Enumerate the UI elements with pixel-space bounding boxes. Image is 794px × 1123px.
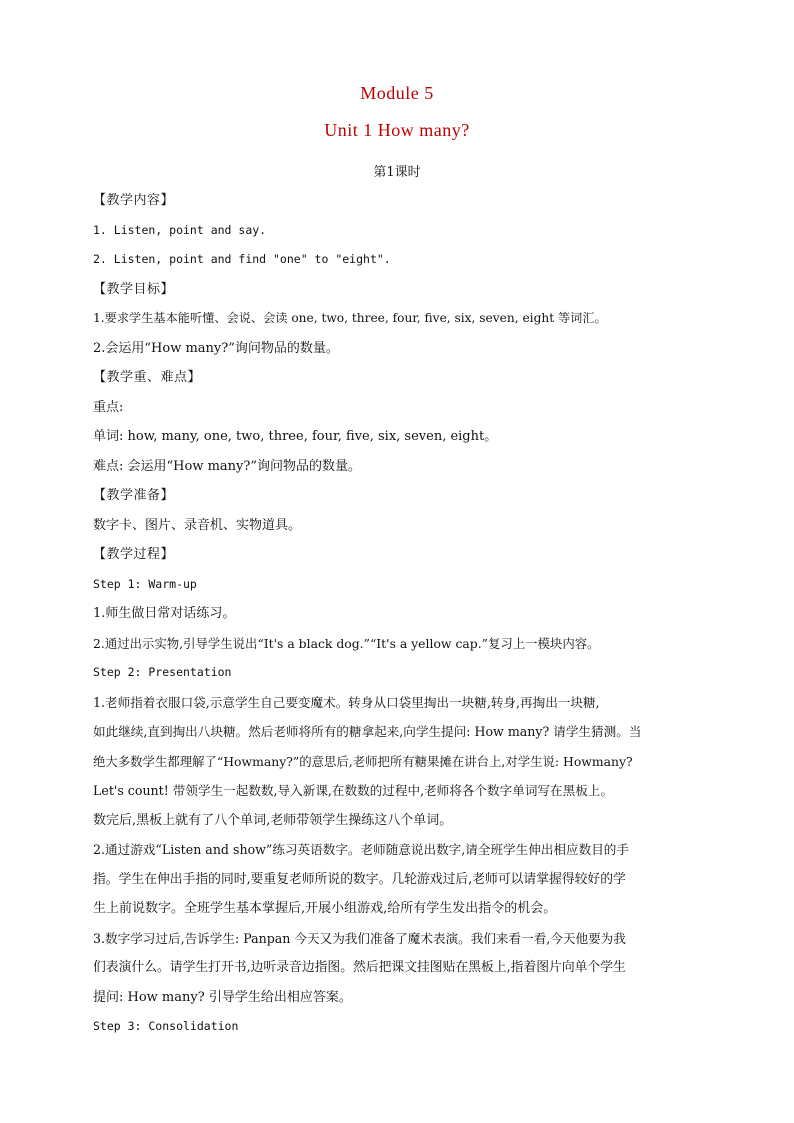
lesson-label: 第1课时 — [373, 165, 421, 180]
step-2-item-2-line-1: 2.通过游戏“Listen and show”练习英语数字。老师随意说出数字,请全班学生伸出相应数目的手 — [93, 842, 629, 857]
step-2-item-1-line-5: 数完后,黑板上就有了八个单词,老师带领学生操练这八个单词。 — [93, 812, 453, 828]
step-2-item-1-line-1: 1.老师指着衣服口袋,示意学生自己要变魔术。转身从口袋里掏出一块糖,转身,再掏出一块糖, — [93, 694, 600, 710]
step-2-item-3-line-2: 们表演什么。请学生打开书,边听录音边指图。然后把课文挂图贴在黑板上,指着图片向单个学生 — [93, 960, 626, 975]
unit-title: Unit 1 How many? — [324, 120, 470, 140]
goal-item-2: 2.会运用“How many?”询问物品的数量。 — [93, 340, 339, 356]
step-1-item-1: 1.师生做日常对话练习。 — [93, 606, 236, 621]
step-2-item-3-line-1: 3.数字学习过后,告诉学生: Panpan 今天又为我们准备了魔术表演。我们来看一看,今天他要为我 — [93, 930, 626, 946]
step-2-item-3-line-3: 提问: How many? 引导学生给出相应答案。 — [93, 989, 352, 1005]
process-heading: 【教学过程】 — [93, 547, 175, 562]
step-2-item-1-line-4: Let's count! 带领学生一起数数,导入新课,在数数的过程中,老师将各个数字单词写在黑板上。 — [93, 783, 613, 798]
step-3-heading: Step 3: Consolidation — [93, 1019, 239, 1033]
preparation-heading: 【教学准备】 — [93, 488, 175, 503]
key-points-heading: 【教学重、难点】 — [93, 370, 202, 385]
goals-heading: 【教学目标】 — [93, 281, 175, 297]
document-body — [93, 186, 705, 1042]
step-1-heading: Step 1: Warm-up — [93, 576, 197, 591]
key-words: 单词: how, many, one, two, three, four, five, six, seven, eight。 — [93, 429, 498, 444]
step-2-heading: Step 2: Presentation — [93, 665, 232, 679]
content-heading: 【教学内容】 — [93, 193, 175, 208]
module-title: Module 5 — [360, 83, 434, 103]
key-points-label: 重点: — [93, 399, 124, 415]
content-item-2: 2. Listen, point and find "one" to "eight". — [93, 252, 391, 266]
step-2-item-1-line-3: 绝大多数学生都理解了“Howmany?”的意思后,老师把所有糖果摊在讲台上,对学生说: Howmany? — [93, 753, 633, 769]
step-2-item-2-line-3: 生上前说数字。全班学生基本掌握后,开展小组游戏,给所有学生发出指令的机会。 — [93, 901, 557, 916]
preparation-text: 数字卡、图片、录音机、实物道具。 — [93, 517, 302, 533]
goal-item-1: 1.要求学生基本能听懂、会说、会读 one, two, three, four, five, six, seven, eight 等词汇。 — [93, 311, 607, 325]
content-item-1: 1. Listen, point and say. — [93, 222, 267, 237]
step-2-item-1-line-2: 如此继续,直到掏出八块糖。然后老师将所有的糖拿起来,向学生提问: How many? 请学生猜测。当 — [93, 724, 642, 739]
step-1-item-2: 2.通过出示实物,引导学生说出“It's a black dog.”“It's a yellow cap.”复习上一模块内容。 — [93, 635, 600, 651]
step-2-item-2-line-2: 指。学生在伸出手指的同时,要重复老师所说的数字。几轮游戏过后,老师可以请掌握得较好的学 — [93, 871, 626, 887]
difficulty: 难点: 会运用“How many?”询问物品的数量。 — [93, 458, 361, 474]
